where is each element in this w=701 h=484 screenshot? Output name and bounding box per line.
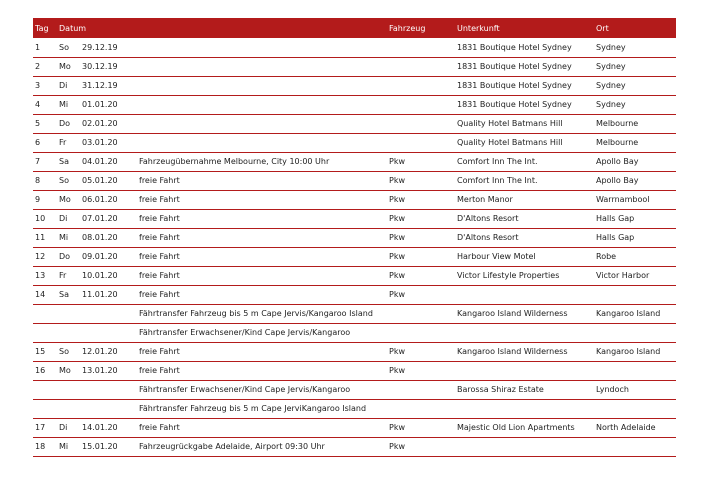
table-row (33, 171, 676, 190)
cell-weekday: Di (57, 76, 80, 95)
cell-program: Fährtransfer Erwachsener/Kind Cape Jervis/Kangaroo (137, 323, 387, 342)
cell-tag: 9 (33, 190, 57, 209)
cell-date: 15.01.20 (80, 437, 137, 456)
table-row (33, 57, 676, 76)
cell-weekday: Mi (57, 95, 80, 114)
cell-tag: 17 (33, 418, 57, 437)
cell-accommodation: Harbour View Motel (455, 247, 594, 266)
cell-tag (33, 323, 57, 342)
cell-vehicle: Pkw (387, 437, 455, 456)
cell-program: Fahrzeugrückgabe Adelaide, Airport 09:30 Uhr (137, 437, 387, 456)
cell-weekday: Do (57, 247, 80, 266)
table-row (33, 361, 676, 380)
cell-weekday: Mi (57, 437, 80, 456)
cell-date (80, 380, 137, 399)
cell-place: Sydney (594, 76, 676, 95)
cell-vehicle (387, 95, 455, 114)
cell-place (594, 361, 676, 380)
cell-tag: 10 (33, 209, 57, 228)
cell-place: Sydney (594, 57, 676, 76)
table-row (33, 228, 676, 247)
cell-place: Robe (594, 247, 676, 266)
cell-program: freie Fahrt (137, 228, 387, 247)
cell-tag: 15 (33, 342, 57, 361)
cell-date (80, 323, 137, 342)
cell-program (137, 76, 387, 95)
cell-weekday: So (57, 38, 80, 57)
cell-vehicle: Pkw (387, 361, 455, 380)
cell-date: 29.12.19 (80, 38, 137, 57)
cell-vehicle: Pkw (387, 266, 455, 285)
table-row (33, 209, 676, 228)
cell-date: 03.01.20 (80, 133, 137, 152)
cell-vehicle (387, 76, 455, 95)
cell-vehicle: Pkw (387, 285, 455, 304)
cell-date: 31.12.19 (80, 76, 137, 95)
cell-date: 05.01.20 (80, 171, 137, 190)
header-unterkunft: Unterkunft (457, 23, 500, 33)
cell-program (137, 57, 387, 76)
cell-program (137, 95, 387, 114)
table-row (33, 380, 676, 399)
table-header (33, 18, 676, 38)
cell-place: Warrnambool (594, 190, 676, 209)
table-row (33, 304, 676, 323)
cell-place (594, 399, 676, 418)
cell-weekday: Sa (57, 152, 80, 171)
table-row (33, 342, 676, 361)
cell-vehicle (387, 380, 455, 399)
cell-accommodation: Comfort Inn The Int. (455, 152, 594, 171)
cell-accommodation: 1831 Boutique Hotel Sydney (455, 38, 594, 57)
cell-place: Victor Harbor (594, 266, 676, 285)
cell-accommodation: 1831 Boutique Hotel Sydney (455, 95, 594, 114)
table-row (33, 247, 676, 266)
cell-accommodation: Merton Manor (455, 190, 594, 209)
cell-date (80, 399, 137, 418)
cell-vehicle: Pkw (387, 190, 455, 209)
cell-weekday: Mi (57, 228, 80, 247)
cell-date: 04.01.20 (80, 152, 137, 171)
cell-program (137, 133, 387, 152)
cell-vehicle: Pkw (387, 209, 455, 228)
cell-date: 07.01.20 (80, 209, 137, 228)
cell-vehicle (387, 114, 455, 133)
cell-tag (33, 380, 57, 399)
table-row (33, 114, 676, 133)
cell-accommodation (455, 437, 594, 456)
cell-program: freie Fahrt (137, 171, 387, 190)
cell-place: North Adelaide (594, 418, 676, 437)
cell-vehicle: Pkw (387, 418, 455, 437)
cell-tag: 7 (33, 152, 57, 171)
cell-place: Lyndoch (594, 380, 676, 399)
table-row (33, 95, 676, 114)
cell-tag: 8 (33, 171, 57, 190)
cell-tag (33, 399, 57, 418)
cell-vehicle: Pkw (387, 171, 455, 190)
cell-place: Melbourne (594, 114, 676, 133)
cell-place (594, 437, 676, 456)
cell-weekday: Fr (57, 266, 80, 285)
cell-date: 06.01.20 (80, 190, 137, 209)
cell-vehicle: Pkw (387, 152, 455, 171)
cell-accommodation (455, 323, 594, 342)
cell-date: 14.01.20 (80, 418, 137, 437)
cell-program: Fährtransfer Erwachsener/Kind Cape Jervis/Kangaroo (137, 380, 387, 399)
cell-place: Kangaroo Island (594, 304, 676, 323)
cell-accommodation (455, 285, 594, 304)
cell-date: 11.01.20 (80, 285, 137, 304)
cell-vehicle: Pkw (387, 247, 455, 266)
cell-accommodation: 1831 Boutique Hotel Sydney (455, 57, 594, 76)
table-row (33, 190, 676, 209)
cell-tag (33, 304, 57, 323)
cell-weekday: Mo (57, 190, 80, 209)
cell-place (594, 323, 676, 342)
cell-accommodation: Kangaroo Island Wilderness (455, 304, 594, 323)
cell-weekday (57, 304, 80, 323)
cell-date: 12.01.20 (80, 342, 137, 361)
cell-vehicle (387, 133, 455, 152)
header-ort: Ort (596, 23, 609, 33)
table-body (33, 38, 676, 456)
cell-program: Fährtransfer Fahrzeug bis 5 m Cape Jervis/Kangaroo Island (137, 304, 387, 323)
cell-tag: 6 (33, 133, 57, 152)
cell-weekday: Fr (57, 133, 80, 152)
cell-weekday (57, 323, 80, 342)
cell-weekday: Di (57, 209, 80, 228)
table-row (33, 399, 676, 418)
cell-tag: 2 (33, 57, 57, 76)
cell-place: Sydney (594, 95, 676, 114)
cell-program: freie Fahrt (137, 361, 387, 380)
header-fahrzeug: Fahrzeug (389, 23, 426, 33)
cell-accommodation: Kangaroo Island Wilderness (455, 342, 594, 361)
cell-accommodation: Majestic Old Lion Apartments (455, 418, 594, 437)
cell-accommodation: Comfort Inn The Int. (455, 171, 594, 190)
cell-program: freie Fahrt (137, 342, 387, 361)
table-row (33, 133, 676, 152)
cell-program: freie Fahrt (137, 418, 387, 437)
cell-tag: 11 (33, 228, 57, 247)
cell-place: Sydney (594, 38, 676, 57)
cell-vehicle (387, 57, 455, 76)
cell-weekday: Sa (57, 285, 80, 304)
table-row (33, 437, 676, 456)
cell-accommodation: 1831 Boutique Hotel Sydney (455, 76, 594, 95)
cell-place: Apollo Bay (594, 152, 676, 171)
cell-place: Kangaroo Island (594, 342, 676, 361)
cell-weekday: Do (57, 114, 80, 133)
cell-weekday: So (57, 171, 80, 190)
cell-tag: 5 (33, 114, 57, 133)
table-row (33, 152, 676, 171)
itinerary-table (33, 18, 676, 457)
cell-date: 02.01.20 (80, 114, 137, 133)
cell-date: 10.01.20 (80, 266, 137, 285)
cell-accommodation (455, 361, 594, 380)
header-datum: Datum (59, 23, 87, 33)
cell-date: 09.01.20 (80, 247, 137, 266)
cell-weekday (57, 380, 80, 399)
cell-program (137, 114, 387, 133)
cell-vehicle (387, 323, 455, 342)
cell-date: 01.01.20 (80, 95, 137, 114)
cell-tag: 3 (33, 76, 57, 95)
cell-accommodation: Victor Lifestyle Properties (455, 266, 594, 285)
cell-program: freie Fahrt (137, 285, 387, 304)
cell-tag: 12 (33, 247, 57, 266)
cell-place: Halls Gap (594, 228, 676, 247)
table-row (33, 38, 676, 57)
cell-weekday: So (57, 342, 80, 361)
cell-place: Halls Gap (594, 209, 676, 228)
cell-weekday (57, 399, 80, 418)
cell-weekday: Mo (57, 361, 80, 380)
cell-accommodation: D'Altons Resort (455, 209, 594, 228)
cell-weekday: Di (57, 418, 80, 437)
table-row (33, 418, 676, 437)
cell-tag: 14 (33, 285, 57, 304)
cell-program: Fährtransfer Fahrzeug bis 5 m Cape JerviKangaroo Island (137, 399, 387, 418)
cell-vehicle: Pkw (387, 342, 455, 361)
cell-program: Fahrzeugübernahme Melbourne, City 10:00 Uhr (137, 152, 387, 171)
cell-accommodation: Barossa Shiraz Estate (455, 380, 594, 399)
cell-tag: 16 (33, 361, 57, 380)
cell-place (594, 285, 676, 304)
table-row (33, 285, 676, 304)
cell-tag: 18 (33, 437, 57, 456)
cell-vehicle (387, 304, 455, 323)
cell-date (80, 304, 137, 323)
itinerary-page (33, 18, 676, 457)
table-row (33, 323, 676, 342)
header-row (33, 18, 676, 38)
cell-vehicle: Pkw (387, 228, 455, 247)
cell-tag: 4 (33, 95, 57, 114)
cell-vehicle (387, 38, 455, 57)
cell-program: freie Fahrt (137, 247, 387, 266)
cell-date: 30.12.19 (80, 57, 137, 76)
cell-tag: 1 (33, 38, 57, 57)
cell-program: freie Fahrt (137, 190, 387, 209)
cell-accommodation: Quality Hotel Batmans Hill (455, 114, 594, 133)
cell-accommodation: Quality Hotel Batmans Hill (455, 133, 594, 152)
header-program (137, 18, 387, 38)
header-tag: Tag (35, 23, 49, 33)
cell-tag: 13 (33, 266, 57, 285)
cell-place: Apollo Bay (594, 171, 676, 190)
cell-accommodation: D'Altons Resort (455, 228, 594, 247)
table-row (33, 266, 676, 285)
cell-weekday: Mo (57, 57, 80, 76)
cell-program (137, 38, 387, 57)
cell-date: 13.01.20 (80, 361, 137, 380)
cell-program: freie Fahrt (137, 266, 387, 285)
table-row (33, 76, 676, 95)
cell-date: 08.01.20 (80, 228, 137, 247)
cell-accommodation (455, 399, 594, 418)
cell-vehicle (387, 399, 455, 418)
cell-program: freie Fahrt (137, 209, 387, 228)
cell-place: Melbourne (594, 133, 676, 152)
